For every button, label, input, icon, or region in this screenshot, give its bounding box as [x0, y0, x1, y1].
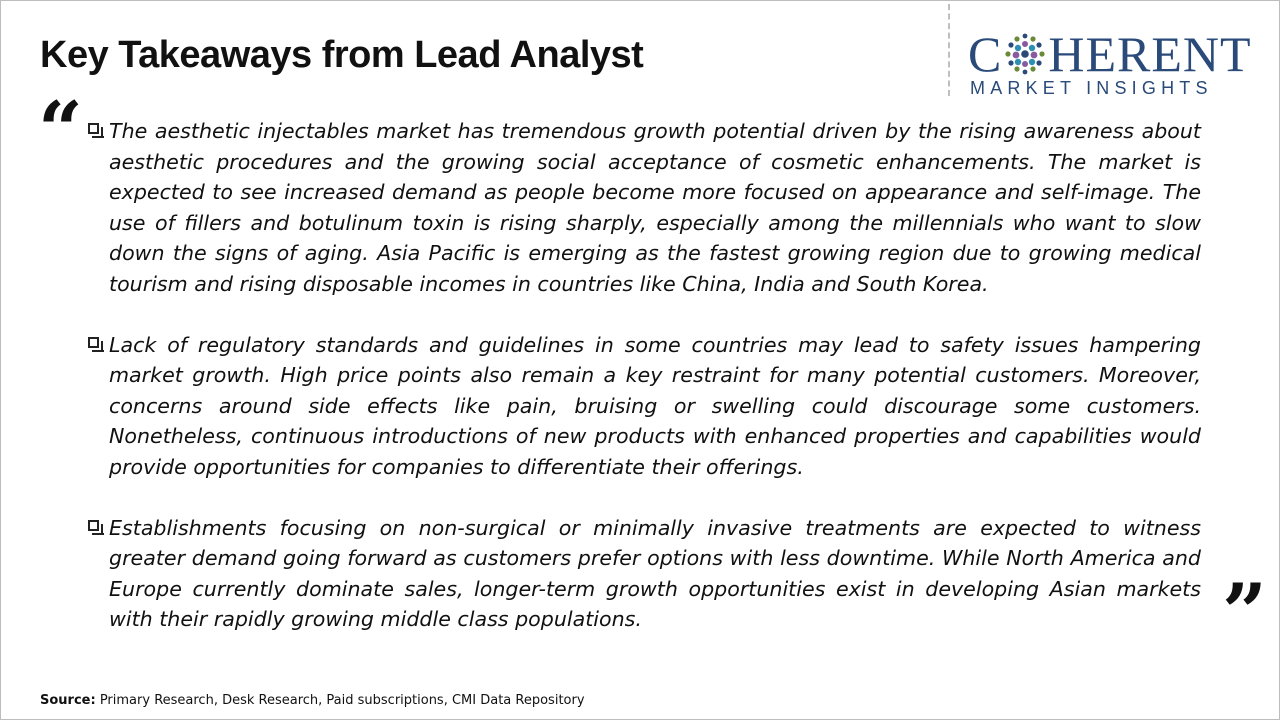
source-text: Primary Research, Desk Research, Paid subscriptions, CMI Data Repository — [95, 693, 585, 708]
source-note — [40, 693, 585, 708]
open-quote-icon: “ — [38, 85, 83, 176]
company-logo — [968, 26, 1268, 100]
takeaway-text: The aesthetic injectables market has tremendous growth potential driven by the rising awareness about aesthetic procedures and the growing social acceptance of cosmetic enhancements. The market is expected to see increased demand as people become more focused on appearance and self-image. The use of fillers and botulinum toxin is rising sharply, especially among the millennials who want to slow down the signs of aging. Asia Pacific is emerging as the fastest growing region due to growing medical tourism and rising disposable incomes in countries like China, India and South Korea. — [109, 119, 1201, 296]
takeaway-item — [86, 116, 1201, 300]
takeaway-item — [86, 513, 1201, 635]
takeaway-text: Lack of regulatory standards and guidelines in some countries may lead to safety issues hampering market growth. High price points also remain a key restraint for many potential customers. Moreover, concerns around side effects like pain, bruising or swelling could discourage some customers. Nonetheless, continuous introductions of new products with enhanced properties and capabilities would provide opportunities for companies to differentiate their offerings. — [109, 332, 1201, 479]
logo-word-left: C — [968, 26, 1003, 82]
logo-divider — [948, 4, 950, 96]
logo-dots-icon — [1003, 32, 1047, 76]
checkbox-bullet-icon — [88, 337, 99, 348]
checkbox-bullet-icon — [88, 520, 99, 531]
logo-wordmark — [968, 26, 1252, 82]
takeaway-text: Establishments focusing on non-surgical or minimally invasive treatments are expected to witness greater demand going forward as customers prefer options with less downtime. While North America and Europe currently dominate sales, longer-term growth opportunities exist in developing Asian markets with their rapidly growing middle class populations. — [109, 515, 1201, 632]
source-label: Source: — [40, 693, 96, 708]
takeaway-list — [86, 116, 1201, 665]
close-quote-icon: ” — [1222, 567, 1267, 658]
logo-word-right: HERENT — [1048, 26, 1252, 82]
logo-subtitle: MARKET INSIGHTS — [970, 78, 1213, 98]
checkbox-bullet-icon — [88, 123, 99, 134]
page-title: Key Takeaways from Lead Analyst — [40, 34, 644, 76]
takeaway-item — [86, 330, 1201, 483]
